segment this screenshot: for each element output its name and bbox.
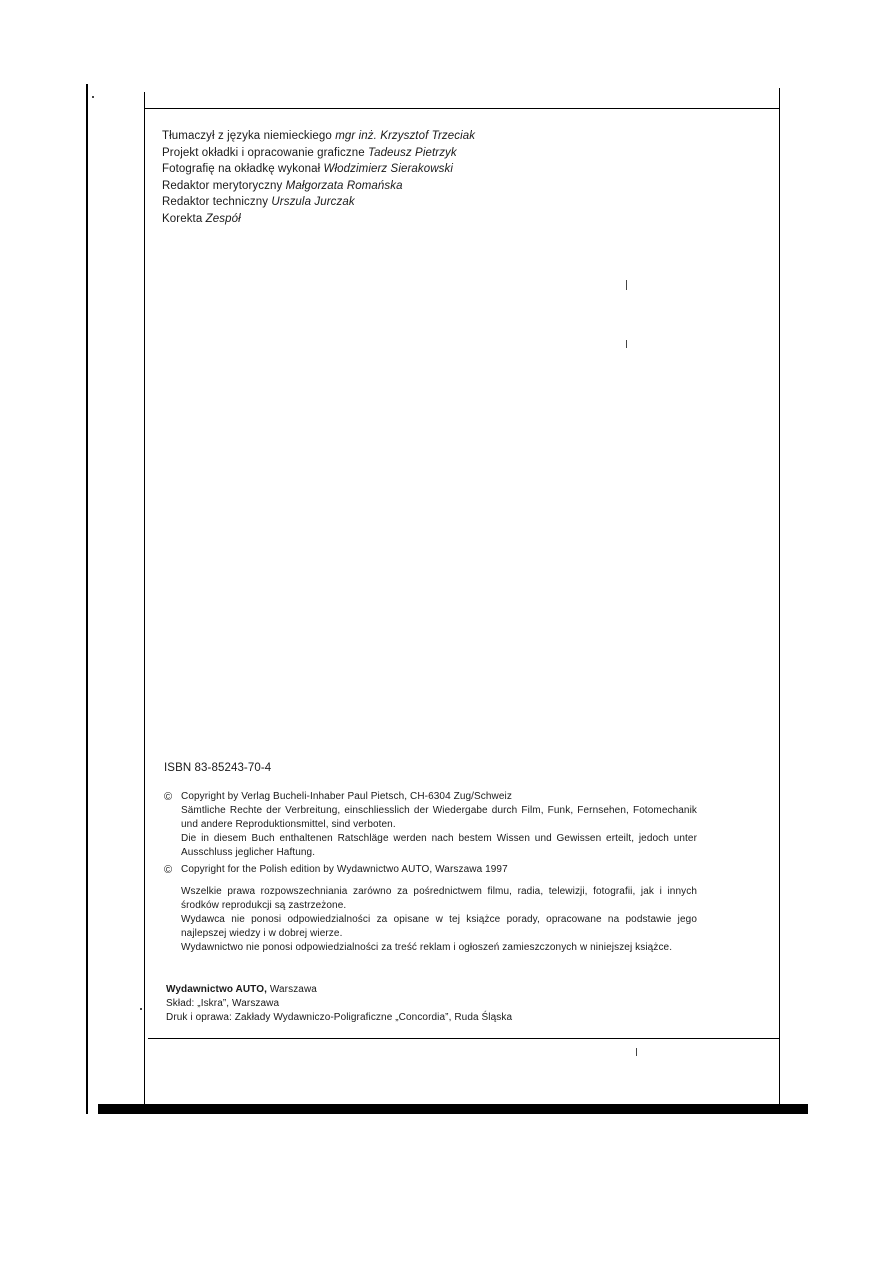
copyright-polish-heading: Copyright for the Polish edition by Wydawnictwo AUTO, Warszawa 1997 bbox=[181, 864, 508, 875]
imprint-publisher: Wydawnictwo AUTO, Warszawa bbox=[166, 984, 317, 995]
imprint-typesetting: Skład: „Iskra”, Warszawa bbox=[166, 998, 280, 1009]
credit-cover-design: Projekt okładki i opracowanie graficzne Tadeusz Pietrzyk bbox=[162, 146, 457, 159]
credit-cover-photo: Fotografię na okładkę wykonał Włodzimierz Sierakowski bbox=[162, 163, 454, 175]
credit-technical-editor: Redaktor techniczny Urszula Jurczak bbox=[162, 196, 355, 208]
scan-speck bbox=[626, 280, 627, 290]
credits-block bbox=[162, 128, 475, 227]
imprint-printing: Druk i oprawa: Zakłady Wydawniczo-Poligraficzne „Concordia”, Ruda Śląska bbox=[166, 1012, 513, 1023]
imprint-block bbox=[166, 983, 512, 1025]
scan-bottom-shadow bbox=[98, 1104, 808, 1114]
copyright-block bbox=[164, 790, 697, 955]
copyright-polish-line: Wydawnictwo nie ponosi odpowiedzialności za treść reklam i ogłoszeń zamieszczonych w niniejszej książce. bbox=[181, 942, 673, 953]
credit-proofreading: Korekta Zespół bbox=[162, 212, 241, 225]
copyright-polish-line: Wszelkie prawa rozpowszechniania zarówno za pośrednictwem filmu, radia, telewizji, fotografii, jak i innych środków reprodukcji są zastrzeżone. bbox=[181, 886, 697, 911]
copyright-original-line: Die in diesem Buch enthaltenen Ratschläge werden nach bestem Wissen und Gewissen erteilt, jedoch unter Ausschluss jeglicher Haftung. bbox=[181, 833, 697, 858]
frame-bottom-rule bbox=[148, 1038, 780, 1039]
frame-inner-left bbox=[144, 92, 145, 1107]
copyright-polish-line: Wydawca nie ponosi odpowiedzialności za opisane w tej książce porady, opracowane na podstawie jego najlepszej wiedzy i w dobrej wierze. bbox=[181, 914, 697, 939]
frame-right bbox=[779, 88, 780, 1106]
frame-top-rule bbox=[144, 108, 780, 109]
copyright-original-heading: Copyright by Verlag Bucheli-Inhaber Paul Pietsch, CH-6304 Zug/Schweiz bbox=[181, 791, 512, 802]
scan-left-edge bbox=[86, 84, 88, 1114]
copyright-polish bbox=[164, 863, 697, 955]
credit-content-editor: Redaktor merytoryczny Małgorzata Romańska bbox=[162, 179, 403, 192]
credit-translator: Tłumaczył z języka niemieckiego mgr inż. Krzysztof Trzeciak bbox=[162, 130, 476, 142]
scan-speck bbox=[626, 340, 627, 348]
copyright-icon: © bbox=[164, 791, 173, 803]
scan-speck bbox=[92, 96, 94, 98]
copyright-original-line: Sämtliche Rechte der Verbreitung, einschliesslich der Wiedergabe durch Film, Funk, Fernsehen, Fotomechanik und andere Reproduktionsmittel, sind verboten. bbox=[181, 805, 697, 830]
scan-speck bbox=[140, 1008, 142, 1010]
copyright-original bbox=[164, 790, 697, 860]
isbn: ISBN 83-85243-70-4 bbox=[164, 762, 272, 774]
copyright-icon: © bbox=[164, 864, 173, 876]
scan-speck bbox=[636, 1048, 637, 1056]
